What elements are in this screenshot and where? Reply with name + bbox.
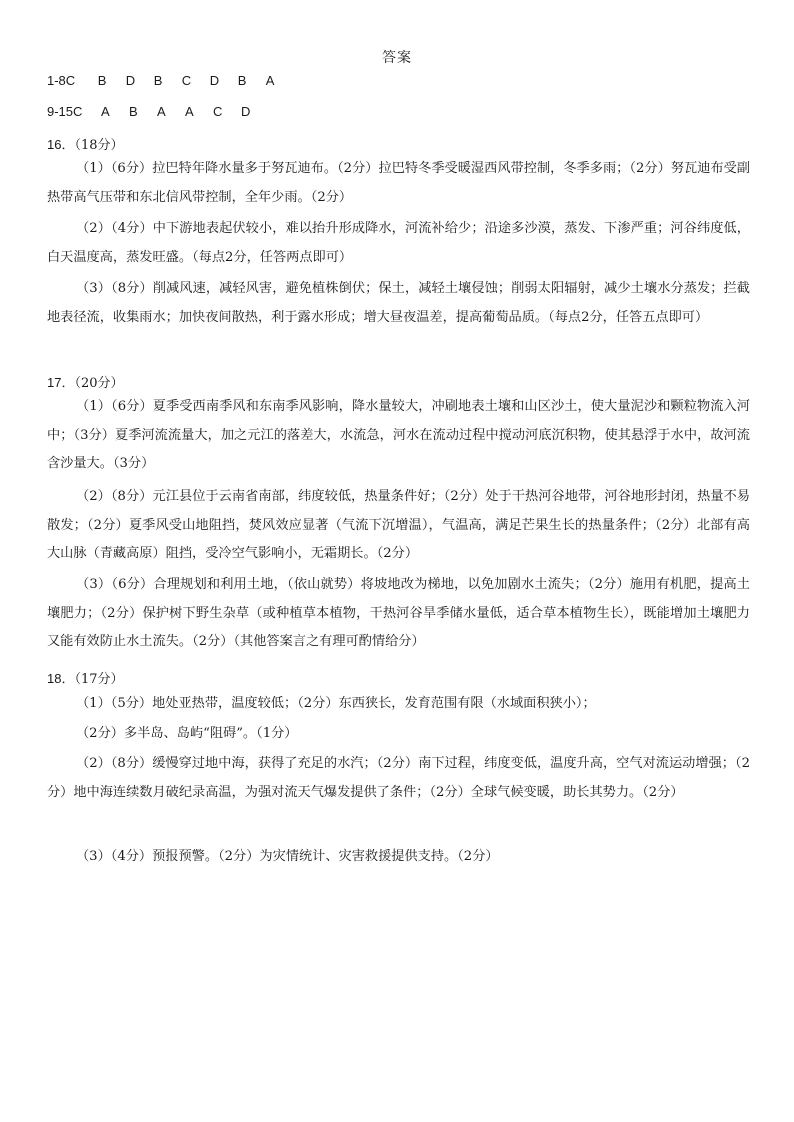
question-number: 17．	[47, 375, 75, 390]
q17-part-1: （1）（6分）夏季受西南季风和东南季风影响，降水量较大，冲刷地表土壤和山区沙土，使大量泥沙和颗粒物流入河中；（3分）夏季河流流量大，加之元江的落差大，水流急，河水在流动过程中搅动河底沉积物，使其悬浮于水中，故河流含沙量大。（3分）	[47, 399, 750, 472]
mc-answer: D	[209, 73, 220, 88]
q18-part-2: （2）（8分）缓慢穿过地中海，获得了充足的水汽；（2分）南下过程，纬度变低，温度升高，空气对流运动增强；（2分）地中海连续数月破纪录高温，为强对流天气爆发提供了条件；（2分）全球气候变暖，助长其势力。（2分）	[47, 756, 750, 800]
mc-answer: C	[213, 104, 223, 119]
mc-answer: A	[185, 104, 194, 119]
question-17-header	[47, 372, 124, 391]
q17-part-3: （3）（6分）合理规划和利用土地，（依山就势）将坡地改为梯地，以免加剧水土流失；（2分）施用有机肥，提高土壤肥力；（2分）保护树下野生杂草（或种植草本植物，干热河谷旱季储水量低，适合草本植物生长），既能增加土壤肥力又能有效防止水土流失。（2分）（其他答案言之有理可酌情给分）	[47, 577, 750, 650]
question-16-header	[47, 134, 124, 153]
mc-row-1-8	[47, 73, 294, 88]
mc-answer: C	[73, 104, 83, 119]
mc-answer: A	[101, 104, 110, 119]
mc-range: 1-8	[47, 73, 66, 88]
mc-answer: A	[265, 73, 275, 88]
mc-answer: B	[129, 104, 138, 119]
question-18-header	[47, 668, 124, 687]
mc-answer: B	[97, 73, 107, 88]
mc-answer: D	[241, 104, 251, 119]
q16-part-2: （2）（4分）中下游地表起伏较小，难以抬升形成降水，河流补给少；沿途多沙漠，蒸发、下渗严重；河谷纬度低，白天温度高，蒸发旺盛。（每点2分，任答两点即可）	[47, 221, 750, 265]
mc-answer: D	[125, 73, 136, 88]
question-points: （20分）	[74, 376, 124, 391]
mc-row-9-15	[47, 104, 269, 119]
mc-range: 9-15	[47, 104, 74, 119]
q17-part-2: （2）（8分）元江县位于云南省南部，纬度较低，热量条件好；（2分）处于干热河谷地带，河谷地形封闭，热量不易散发；（2分）夏季风受山地阻挡，焚风效应显著（气流下沉增温），气温高，满足芒果生长的热量条件；（2分）北部有高大山脉（青藏高原）阻挡，受冷空气影响小，无霜期长。（2分）	[47, 489, 750, 562]
mc-answer: B	[237, 73, 247, 88]
mc-answer: C	[181, 73, 192, 88]
q16-part-1: （1）（6分）拉巴特年降水量多于努瓦迪布。（2分）拉巴特冬季受暖湿西风带控制，冬季多雨；（2分）努瓦迪布受副热带高气压带和东北信风带控制，全年少雨。（2分）	[47, 161, 750, 205]
question-number: 18．	[47, 671, 75, 686]
q16-part-3: （3）（8分）削减风速，减轻风害，避免植株倒伏；保土，减轻土壤侵蚀；削弱太阳辐射，减少土壤水分蒸发；拦截地表径流，收集雨水；加快夜间散热，利于露水形成；增大昼夜温差，提高葡萄品质。（每点2分，任答五点即可）	[47, 281, 750, 325]
page-title: 答案	[382, 50, 412, 66]
q18-part-1a: （1）（5分）地处亚热带，温度较低；（2分）东西狭长，发育范围有限（水域面积狭小）；	[76, 696, 596, 711]
question-points: （17分）	[74, 672, 124, 687]
q18-part-1b: （2分）多半岛、岛屿“阻碍”。（1分）	[76, 726, 298, 741]
mc-answer: A	[157, 104, 166, 119]
q18-part-3: （3）（4分）预报预警。（2分）为灾情统计、灾害救援提供支持。（2分）	[76, 849, 499, 864]
question-points: （18分）	[74, 138, 124, 153]
question-number: 16．	[47, 137, 75, 152]
mc-answer: B	[153, 73, 163, 88]
mc-answer: C	[65, 73, 76, 88]
